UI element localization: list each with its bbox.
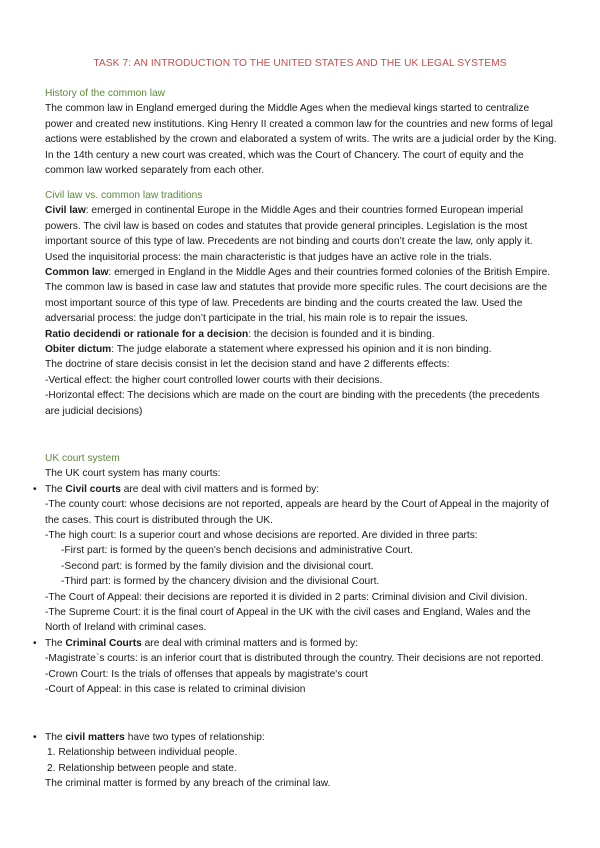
civil-matters-section — [33, 730, 557, 792]
criminal-courts-pre: The — [45, 637, 66, 649]
bullet-icon: • — [33, 732, 37, 743]
ratio-term: Ratio decidendi or rationale for a decision — [45, 328, 249, 340]
criminal-courts-post: are deal with criminal matters and is formed by: — [141, 637, 359, 649]
civil-law-text: : emerged in continental Europe in the Middle Ages and their countries formed European imperial powers. The civil law is based on codes and statutes that provide general principles. Legislation is the most important source of this type of law. Precedents are not binding and courts don’t create the law, only apply it. Used the inquisitorial process: the main characteristic is that judges have an active role in the trials. — [45, 205, 533, 263]
court-of-appeal-line: -The Court of Appeal: their decisions are reported it is divided in 2 parts: Criminal division and Civil division. — [45, 591, 528, 603]
civil-courts-bullet — [33, 482, 557, 497]
history-paragraph: The common law in England emerged during the Middle Ages when the medieval kings started to centralize power and created new institutions. King Henry II created a common law for the countries and new forms of legal actions were established by the crown and elaborated a system of writs. The writs are a judicial order by the King. In the 14th century a new court was created, which was the Court of Chancery. The court of equity and the common law worked separately from each other. — [45, 103, 557, 177]
magistrate-courts-line: -Magistrate`s courts: is an inferior court that is distributed through the country. Their decisions are not reported. — [45, 653, 544, 665]
vertical-effect-line: -Vertical effect: the higher court controlled lower courts with their decisions. — [45, 374, 383, 386]
civil-law-paragraph — [45, 203, 557, 265]
obiter-paragraph — [45, 342, 557, 357]
civil-matters-bullet — [33, 730, 557, 745]
uk-court-intro: The UK court system has many courts: — [45, 468, 221, 480]
supreme-court-line: -The Supreme Court: it is the final court of Appeal in the UK with the civil cases and England, Wales and the North of Ireland with criminal cases. — [45, 607, 531, 634]
ratio-paragraph — [45, 327, 557, 342]
obiter-term: Obiter dictum — [45, 344, 112, 356]
criminal-courts-term: Criminal Courts — [65, 637, 142, 649]
first-part-line: -First part: is formed by the queen's bench decisions and administrative Court. — [61, 545, 413, 557]
uk-court-heading: UK court system — [45, 453, 120, 464]
obiter-text: : The judge elaborate a statement where expressed his opinion and it is non binding. — [111, 344, 492, 356]
bullet-icon: • — [33, 483, 37, 495]
relationship-item-1: 1. Relationship between individual people. — [47, 747, 238, 759]
history-heading: History of the common law — [45, 88, 166, 99]
common-law-paragraph — [45, 265, 557, 327]
common-law-text: : emerged in England in the Middle Ages and their countries formed colonies of the British Empire. The common law is based in case law and statutes that provide more specific rules. The court decisions are the most important source of this type of law. Precedents are binding and the courts created the law. Used the adversarial process: the judge don’t participate in the trial, his main role is to repair the issues. — [45, 267, 551, 325]
civil-law-term: Civil law — [45, 205, 86, 217]
civil-matters-term: civil matters — [65, 732, 125, 743]
civil-matters-pre: The — [45, 732, 66, 743]
civil-matters-post: have two types of relationship: — [124, 732, 265, 743]
bullet-icon: • — [33, 637, 37, 649]
second-part-line: -Second part: is formed by the family division and the divisional court. — [61, 560, 374, 572]
civil-courts-post: are deal with civil matters and is formed by: — [120, 483, 320, 495]
civil-courts-term: Civil courts — [65, 483, 121, 495]
ratio-text: : the decision is founded and it is binding. — [248, 328, 435, 340]
civil-courts-pre: The — [45, 483, 66, 495]
crown-court-line: -Crown Court: Is the trials of offenses that appeals by magistrate's court — [45, 668, 368, 680]
relationship-item-2: 2. Relationship between people and state. — [47, 762, 237, 774]
criminal-matter-line: The criminal matter is formed by any breach of the criminal law. — [45, 778, 331, 790]
county-court-line: -The county court: whose decisions are not reported, appeals are heard by the Court of Appeal in the majority of the cases. This court is distributed through the UK. — [45, 499, 550, 526]
civil-vs-common-section — [45, 188, 557, 419]
common-law-term: Common law — [45, 267, 109, 279]
criminal-appeal-line: -Court of Appeal: in this case is related to criminal division — [45, 684, 306, 696]
stare-decisis-line: The doctrine of stare decisis consist in let the decision stand and have 2 differents effects: — [45, 359, 450, 371]
horizontal-effect-line: -Horizontal effect: The decisions which are made on the court are binding with the precedents (the precedents are judicial decisions) — [45, 390, 540, 417]
third-part-line: -Third part: is formed by the chancery division and the divisional Court. — [61, 576, 380, 588]
criminal-courts-bullet — [33, 636, 557, 651]
document-title: TASK 7: AN INTRODUCTION TO THE UNITED STATES AND THE UK LEGAL SYSTEMS — [93, 58, 507, 69]
high-court-line: -The high court: Is a superior court and whose decisions are reported. Are divided in three parts: — [45, 530, 478, 542]
civil-vs-common-heading: Civil law vs. common law traditions — [45, 190, 203, 201]
uk-court-section — [33, 451, 557, 698]
history-section — [45, 86, 557, 178]
